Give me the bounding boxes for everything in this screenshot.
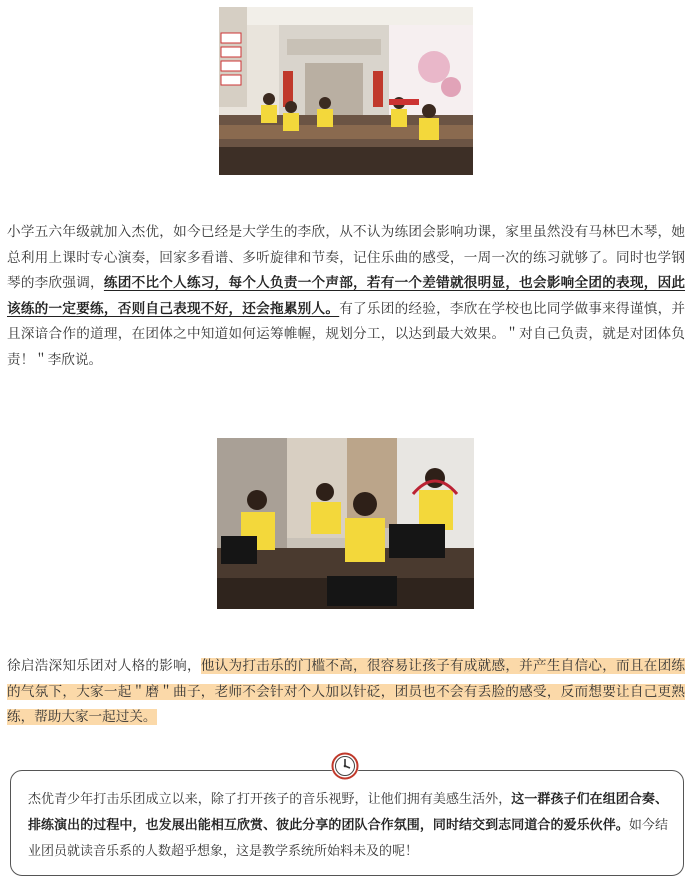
p2-text-a: 徐启浩深知乐团对人格的影响， xyxy=(7,658,201,674)
band-photo-2 xyxy=(217,438,474,609)
paragraph-xu-qihao xyxy=(7,654,685,731)
clock-icon xyxy=(331,752,359,780)
box-text-a: 杰优青少年打击乐团成立以来，除了打开孩子的音乐视野，让他们拥有美感生活外， xyxy=(28,792,512,807)
paragraph-li-xin xyxy=(7,220,685,374)
p1-text-c: 有了乐团的经验，李欣在学校也比同学做事来得谨慎，并且深谙合作的道理，在团体之中知道如何运筹帷幄，规划分工，以达到最大效果。＂对自己负责，就是对团体负责！＂李欣说。 xyxy=(7,300,685,368)
p1-underlined-bold: 练团不比个人练习，每个人负责一个声部，若有一个差错就很明显，也会影响全团的表现，因此该练的一定要练，否则自己表现不好，还会拖累别人。 xyxy=(7,275,686,317)
summary-box xyxy=(10,770,684,876)
box-text-c: 如今结业团员就读音乐系的人数超乎想象，这是教学系统所始料未及的呢！ xyxy=(28,818,668,859)
band-photo-1 xyxy=(219,7,473,175)
summary-paragraph xyxy=(28,787,668,865)
p2-highlighted-text: 他认为打击乐的门槛不高，很容易让孩子有成就感，并产生自信心，而且在团练的气氛下，大家一起＂磨＂曲子，老师不会针对个人加以针砭，团员也不会有丢脸的感受，反而想要让自己更熟练，帮助大家一起过关。 xyxy=(7,658,686,726)
p1-text-a: 小学五六年级就加入杰优，如今已经是大学生的李欣，从不认为练团会影响功课，家里虽然没有马林巴木琴，她总利用上课时专心演奏，回家多看谱、多听旋律和节奏，记住乐曲的感受，一周一次的练习就够了。同时也学钢琴的李欣强调， xyxy=(7,224,685,292)
box-bold-text: 这一群孩子们在组团合奏、排练演出的过程中，也发展出能相互欣赏、彼此分享的团队合作氛围，同时结交到志同道合的爱乐伙伴。 xyxy=(28,792,668,833)
